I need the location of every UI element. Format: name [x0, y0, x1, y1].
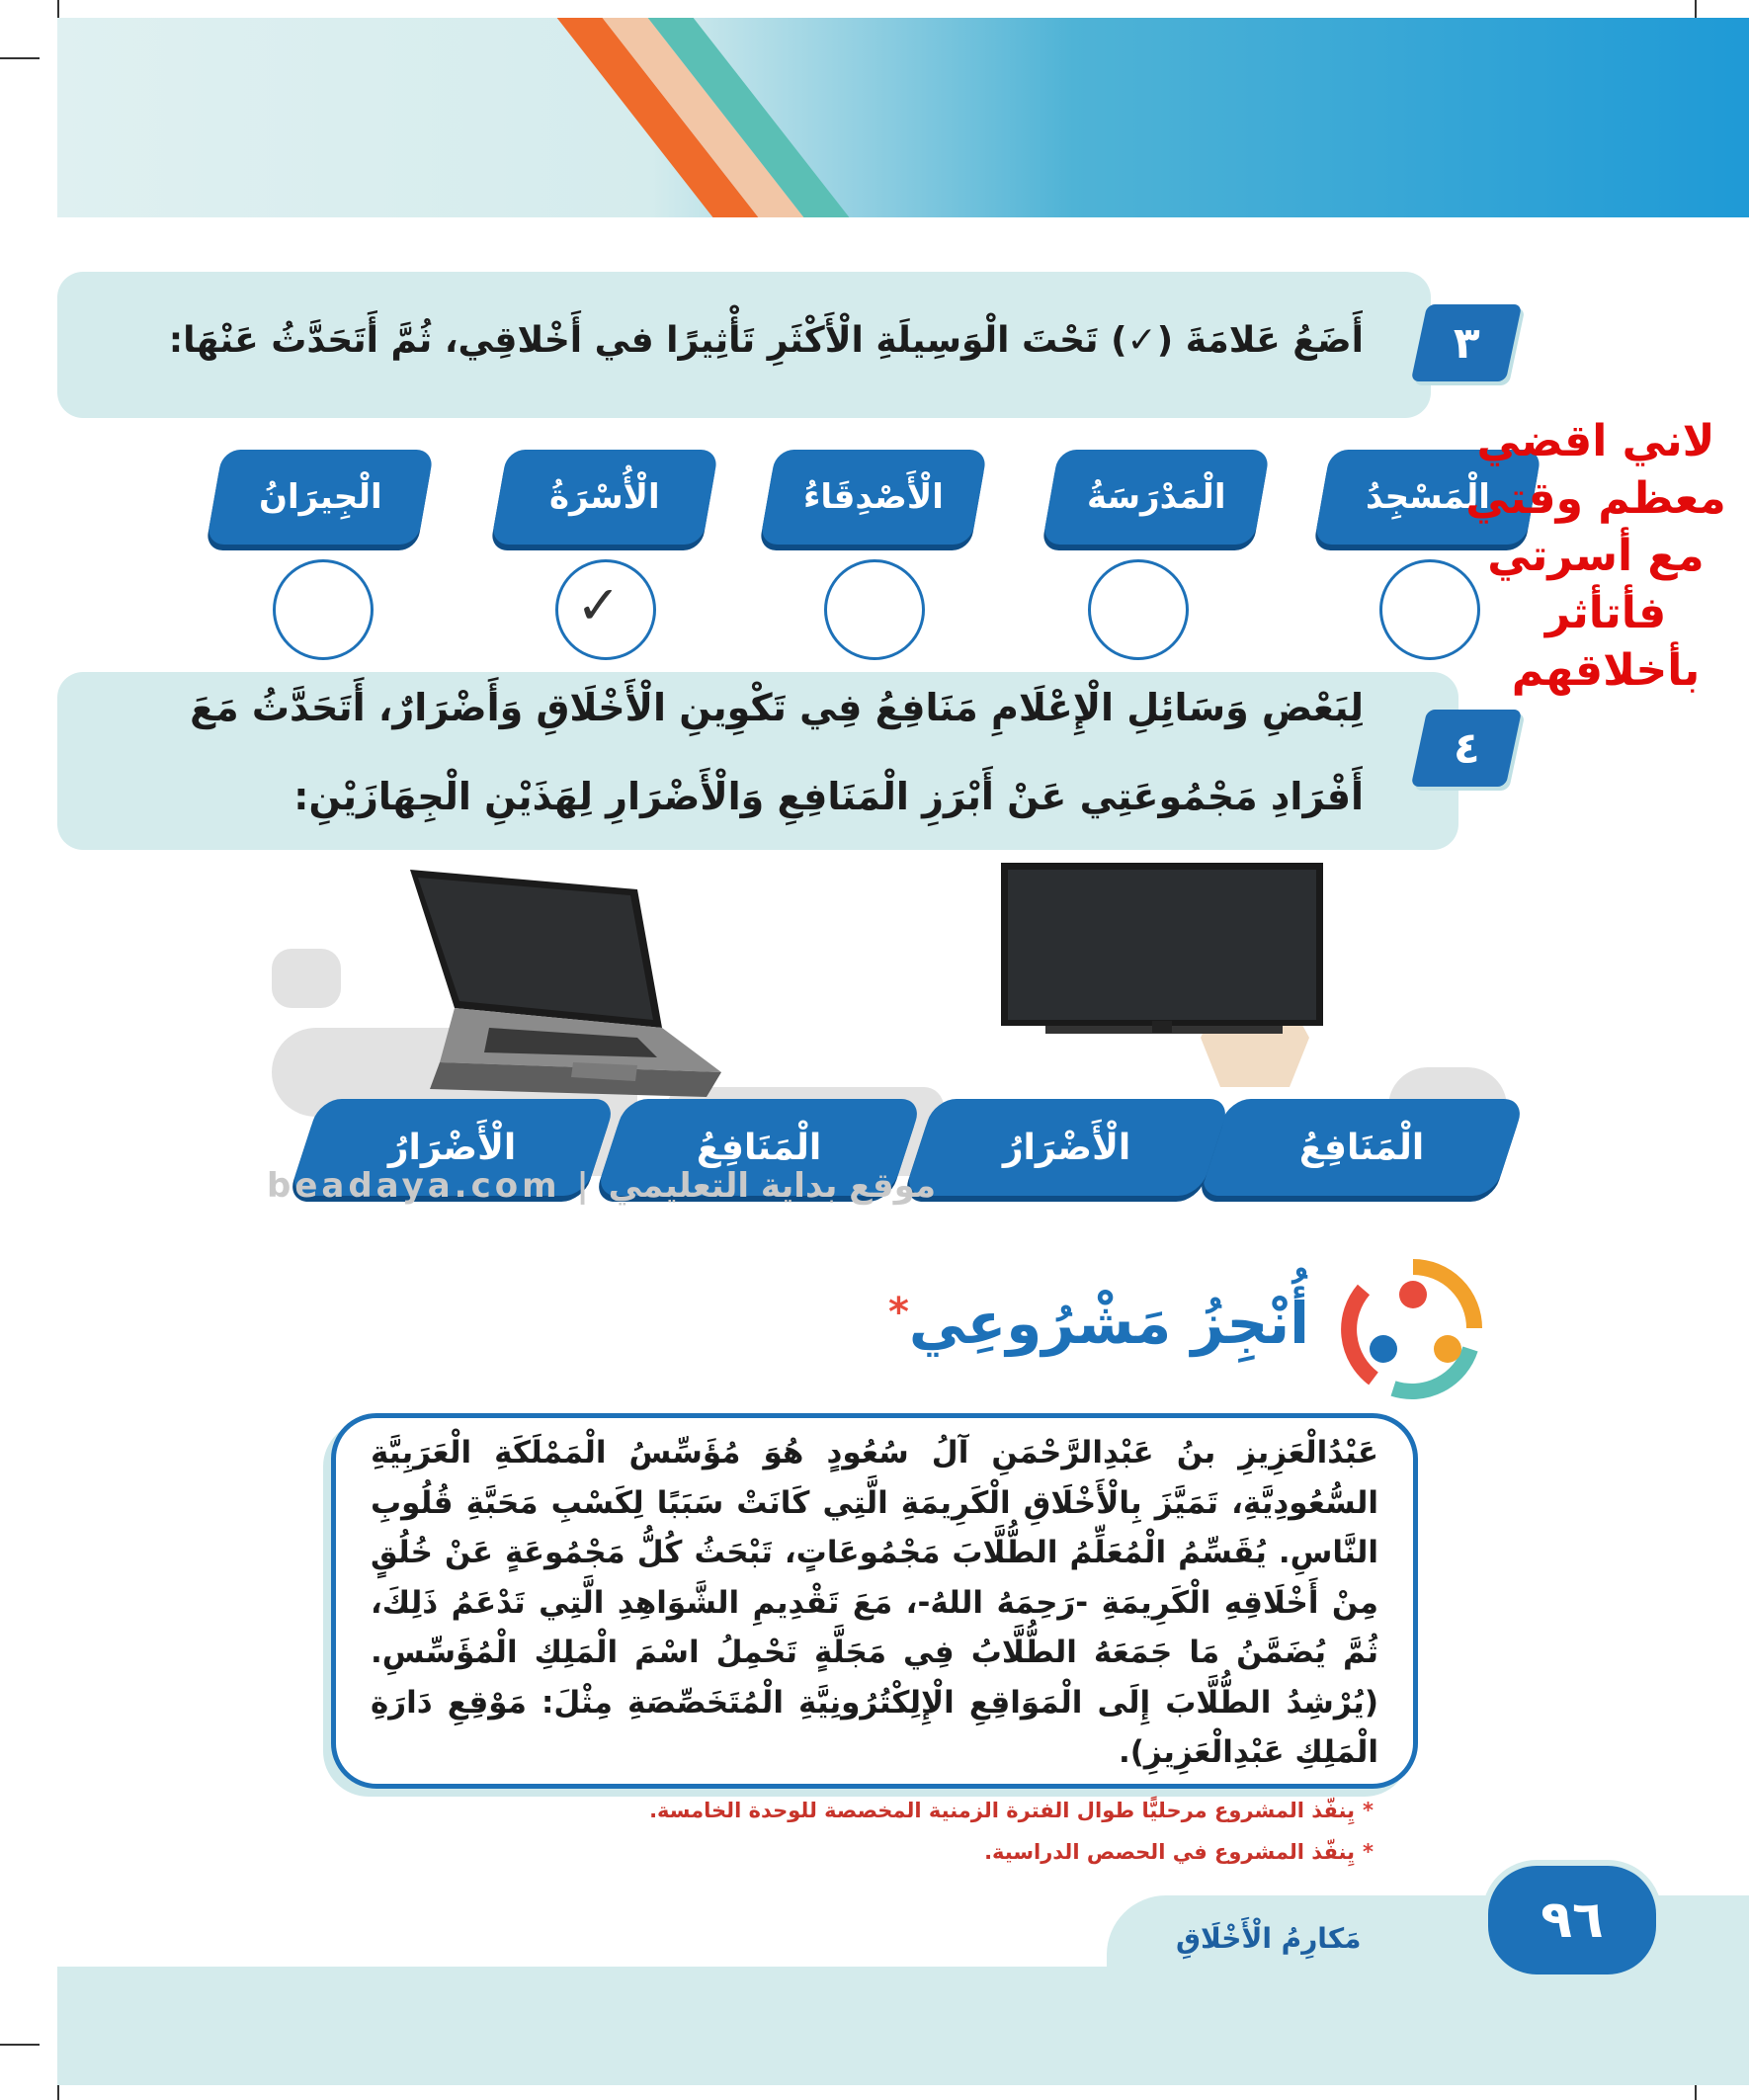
watermark-text: beadaya.com | موقع بداية التعليمي — [267, 1166, 937, 1206]
handwritten-answer — [1453, 413, 1739, 700]
project-icon — [1339, 1255, 1487, 1403]
project-note-1 — [649, 1799, 1374, 1822]
project-note-2 — [984, 1840, 1374, 1864]
question-4-number: ٤ — [1411, 710, 1523, 787]
answer-line: مع أسرتي — [1487, 531, 1705, 581]
label-benefits-laptop: الْمَنَافِعُ — [595, 1099, 923, 1196]
checkbox-neighbors[interactable] — [273, 559, 374, 660]
asterisk-icon: * — [1363, 1799, 1374, 1822]
option-friends[interactable]: الْأَصْدِقَاءُ — [760, 450, 988, 545]
note-text: يِنفّذ المشروع مرحليًّا طوال الفترة الزمنية المخصصة للوحدة الخامسة. — [649, 1799, 1356, 1822]
label-benefits-tv: الْمَنَافِعُ — [1198, 1099, 1526, 1196]
tv-image — [996, 858, 1328, 1046]
option-family[interactable]: الْأُسْرَةُ — [491, 450, 719, 545]
note-text: يِنفّذ المشروع في الحصص الدراسية. — [984, 1840, 1356, 1864]
question-3-instruction: أَضَعُ عَلامَةَ (✓) تَحْتَ الْوَسِيلَةِ الْأَكْثَرِ تَأْثِيرًا في أَخْلاقِي، ثُمَّ أَتَحَدَّثُ عَنْهَا: — [168, 320, 1364, 361]
laptop-image — [400, 860, 726, 1127]
check-icon: ✓ — [576, 574, 622, 636]
option-mosque[interactable]: الْمَسْجِدُ — [1314, 450, 1542, 545]
project-title — [888, 1290, 1309, 1357]
crop-mark — [0, 57, 40, 59]
question-4-line-2: أَفْرَادِ مَجْمُوعَتِي عَنْ أَبْرَزِ الْمَنَافِعِ وَالْأَضْرَارِ لِهَذَيْنِ الْجِهَازَيْنِ: — [293, 775, 1364, 818]
crop-mark — [0, 2044, 40, 2046]
answer-line: معظم وقتي — [1465, 473, 1726, 524]
checkbox-family[interactable] — [555, 559, 656, 660]
asterisk-icon: * — [1363, 1840, 1374, 1864]
page-number: ٩٦ — [1482, 1860, 1662, 1980]
project-title-text: أُنْجِزُ مَشْرُوعِي — [908, 1290, 1309, 1357]
label-harms-tv: الْأَضْرَارُ — [903, 1099, 1231, 1196]
answer-line: لاني اقضي — [1476, 416, 1715, 466]
header-banner — [57, 18, 1749, 217]
question-3-number: ٣ — [1411, 304, 1523, 381]
label-harms-laptop: الْأَضْرَارُ — [289, 1099, 617, 1196]
asterisk-icon: * — [887, 1290, 909, 1335]
project-paragraph: عَبْدُالْعَزِيزِ بنُ عَبْدِالرَّحْمَنِ آلُ سُعُودٍ هُوَ مُؤَسِّسُ الْمَمْلَكَةِ الْعَرَبِيَّةِ السُّعُودِيَّةِ، تَمَيَّزَ بِالْأَخْلَاقِ الْكَرِيمَةِ الَّتِي كَانَتْ سَبَبًا لِكَسْبِ مَحَبَّةِ قُلُوبِ النَّاسِ. يُقَسِّمُ الْمُعَلِّمُ الطُّلَّابَ مَجْمُوعَاتٍ، تَبْحَثُ كُلُّ مَجْمُوعَةٍ عَنْ خُلُقٍ مِنْ أَخْلَاقِهِ الْكَرِيمَةِ -رَحِمَهُ اللهُ-، مَعَ تَقْدِيمِ الشَّوَاهِدِ الَّتِي تَدْعَمُ ذَلِكَ، ثُمَّ يُضَمَّنُ مَا جَمَعَهُ الطُّلَّابُ فِي مَجَلَّةٍ تَحْمِلُ اسْمَ الْمَلِكِ الْمُؤَسِّسِ. (يُرْشِدُ الطُّلَّابَ إِلَى الْمَوَاقِعِ الْإِلِكْتُرُونِيَّةِ الْمُتَخَصِّصَةِ مِثْلَ: مَوْقِعِ دَارَةِ الْمَلِكِ عَبْدِالْعَزِيزِ). — [371, 1435, 1378, 1770]
unit-title: مَكارِمُ الْأَخْلَاقِ — [1176, 1922, 1362, 1955]
answer-line: فأتأثر بأخلاقهم — [1511, 588, 1701, 696]
option-neighbors[interactable]: الْجِيرَانُ — [207, 450, 435, 545]
footer-bar — [57, 1967, 1749, 2085]
question-4-line-1: لِبَعْضِ وَسَائِلِ الْإِعْلَامِ مَنَافِعُ فِي تَكْوِينِ الْأَخْلَاقِ وَأَضْرَارٌ، أَتَحَدَّثُ مَعَ — [190, 686, 1364, 729]
checkbox-friends[interactable] — [824, 559, 925, 660]
option-school[interactable]: الْمَدْرَسَةُ — [1042, 450, 1271, 545]
checkbox-school[interactable] — [1088, 559, 1189, 660]
